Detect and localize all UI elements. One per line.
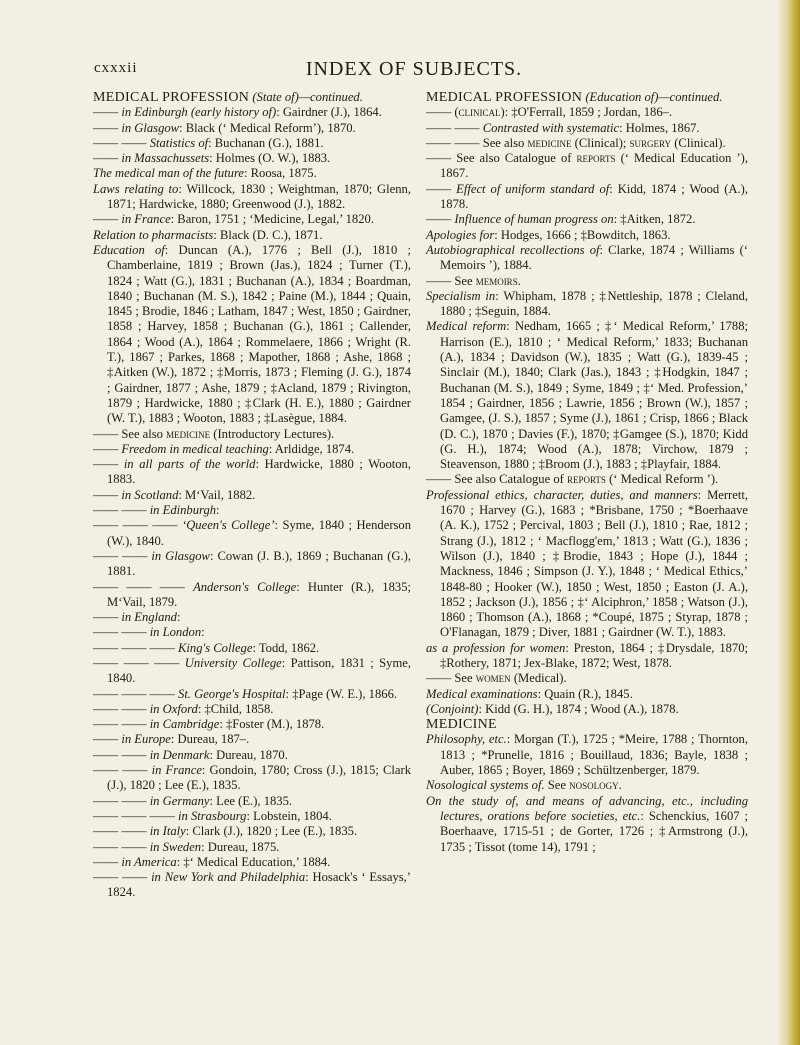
entry-label: Professional ethics, character, duties, and manners: [426, 487, 698, 502]
entry-label: Statistics of: [149, 135, 209, 150]
index-entry: [93, 136, 411, 151]
entry-dash: ——: [426, 671, 452, 686]
entry-dash: —— ——: [93, 135, 147, 150]
entry-label: as a profession for women: [426, 640, 566, 655]
entry-text: : Morgan (T.), 1725 ; *Meire, 1788 ; Thornton, 1813 ; *Prunelle, 1816 ; Bouillaud, 1836; Bayle, 1838 ; Auber, 1865 ; Boyer, 1869 ; Schültzenberger, 1879.: [440, 732, 748, 778]
entry-label: Nosological systems of.: [426, 778, 545, 793]
entry-text: : Kidd, 1874 ; Wood (A.), 1878.: [440, 181, 748, 212]
entry-text: : Hosack's ‘ Essays,’ 1824.: [107, 870, 411, 900]
entry-label: in Sweden: [149, 839, 202, 854]
entry-label: Contrasted with systematic: [482, 120, 620, 135]
heading-term: MEDICAL PROFESSION: [426, 90, 583, 105]
entry-dash: ——: [93, 441, 119, 456]
entry-text: : Holmes (O. W.), 1883.: [209, 151, 331, 166]
index-entry: [93, 732, 411, 747]
index-entry: [93, 549, 411, 580]
entry-text: : Baron, 1751 ; ‘Medicine, Legal,’ 1820.: [170, 212, 374, 227]
entry-dash: ——: [93, 151, 119, 166]
entry-label: in France: [151, 763, 202, 778]
entry-dash: —— ——: [93, 548, 148, 563]
index-entry: [93, 840, 411, 855]
heading-subterm: (State of)—continued.: [252, 90, 363, 104]
entry-text: : Hunter (R.), 1835; M‘Vail, 1879.: [107, 579, 411, 609]
entry-label: in Europe: [121, 732, 171, 747]
entry-text: : Pattison, 1831 ; Syme, 1840.: [107, 655, 412, 686]
entry-text: : Lobstein, 1804.: [246, 808, 332, 823]
index-entry: [93, 824, 411, 839]
entry-dash: —— ——: [93, 793, 147, 808]
entry-label: in Italy: [149, 824, 186, 839]
entry-text: See: [454, 671, 473, 686]
index-entry: [93, 625, 411, 640]
entry-label: in Edinburgh: [149, 503, 217, 518]
index-entry: [93, 488, 411, 503]
entry-dash: —— ——: [93, 717, 147, 732]
index-entry: [93, 503, 411, 518]
entry-text: : Gondoin, 1780; Cross (J.), 1815; Clark (J.), 1820 ; Lee (E.), 1835.: [107, 763, 412, 793]
book-spine-edge: [778, 0, 800, 1045]
entry-dash: ——: [93, 457, 119, 472]
entry-label: in Denmark: [149, 747, 210, 762]
index-entry: [426, 687, 748, 702]
entry-dash: ——: [93, 610, 119, 625]
entry-text: : Cowan (J. B.), 1869 ; Buchanan (G.), 1881.: [107, 548, 411, 579]
entry-text: : Dureau, 187–.: [170, 732, 250, 747]
cross-reference: nosology.: [569, 778, 622, 793]
page-header: [94, 60, 734, 82]
index-entry: [93, 656, 411, 687]
index-entry: [426, 732, 748, 778]
entry-dash: —— ——: [93, 763, 148, 778]
cross-reference: memoirs.: [475, 273, 521, 288]
entry-dash: ——: [93, 854, 119, 869]
heading-term: MEDICAL PROFESSION: [93, 90, 250, 105]
entry-label: Laws relating to: [93, 181, 179, 196]
entry-label: in Edinburgh (early history of): [121, 105, 277, 120]
index-entry: [426, 212, 748, 227]
entry-text: : Whipham, 1878 ; ‡Nettleship, 1878 ; Cleland, 1880 ; ‡Seguin, 1884.: [440, 288, 748, 319]
index-entry: [426, 702, 748, 717]
cross-reference: medicine: [166, 426, 211, 441]
entry-text: (‘ Medical Reform ’).: [609, 472, 719, 487]
entry-label: Philosophy, etc.: [426, 732, 507, 747]
entry-dash: —— —— ——: [93, 655, 180, 670]
entry-text: : ‡O'Ferrall, 1859 ; Jordan, 186–.: [504, 105, 673, 120]
index-entry: [426, 319, 748, 472]
entry-dash: ——: [426, 273, 452, 288]
entry-label: in Strasbourg: [178, 808, 247, 823]
page-title: INDEX OF SUBJECTS.: [305, 58, 523, 80]
entry-dash: ——: [93, 487, 119, 502]
entry-text: : Nedham, 1665 ; ‡‘ Medical Reform,’ 1788; Harrison (E.), 1810 ; ‘ Medical Reform,’ 1833; Buchanan (A.), 1834 ; Davidson (W.), 1835 ; Watt (G.), 1839-45 ; Sinclair (M.), 1840; Clark (Jas.), 1843 ; ‡Hodgkin, 1847 ; Buchanan (M. S.), 1849 ; Syme, 1849 ; ‡‘ Med. Profession,’ 1854 ; Gairdner, 1856 ; Lawrie, 1856 ; Brown (W.), 1857 ; Gamgee, (J. S.), 1857 ; Syme (J.), 1861 ; Crisp, 1866 ; Black (D. C.), 1870 ; Davies (F.), 1870; ‡Gamgee (S.), 1870; Kidd (G. H.), 1874; Wood (A.), 1878; Virchow, 1879 ; Steavenson, 1880 ; ‡Broom (J.), 1883 ; ‡Playfair, 1884.: [440, 319, 748, 472]
index-entry: [93, 870, 411, 901]
cross-reference: reports: [576, 151, 616, 166]
entry-dash: ——: [93, 426, 119, 441]
index-entry: [93, 717, 411, 732]
index-entry: [426, 105, 748, 120]
entry-label: Relation to pharmacists: [93, 227, 214, 242]
index-entry: [93, 427, 411, 442]
section-heading: [426, 90, 748, 105]
entry-label: Apologies for: [426, 227, 495, 242]
entry-dash: —— —— ——: [93, 579, 185, 594]
index-entry: [93, 641, 411, 656]
entry-label: in England: [121, 610, 177, 625]
entry-text: : Kidd (G. H.), 1874 ; Wood (A.), 1878.: [478, 701, 679, 716]
entry-label: Autobiographical recollections of: [426, 242, 600, 257]
entry-text: : Dureau, 1870.: [209, 747, 288, 762]
index-entry: [426, 151, 748, 182]
entry-text: : Lee (E.), 1835.: [209, 793, 293, 808]
entry-dash: —— ——: [426, 135, 480, 150]
index-entry: [93, 687, 411, 702]
entry-label: in Germany: [149, 793, 210, 808]
index-entry: [426, 778, 748, 793]
index-entry: [93, 580, 411, 611]
entry-dash: ——: [93, 120, 119, 135]
index-entry: [93, 166, 411, 181]
entry-label: Specialism in: [426, 288, 496, 303]
index-entry: [93, 855, 411, 870]
entry-text: : Hodges, 1666 ; ‡Bowditch, 1863.: [494, 227, 671, 242]
entry-text: : Clark (J.), 1820 ; Lee (E.), 1835.: [185, 824, 358, 839]
index-entry: [426, 182, 748, 213]
entry-text: (Clinical).: [674, 135, 726, 150]
entry-text: : Buchanan (G.), 1881.: [208, 135, 324, 150]
entry-dash: ——: [426, 472, 452, 487]
entry-label: in Massachussets: [121, 151, 210, 166]
entry-text: : Schenckius, 1607 ; Boerhaave, 1715-51 ; de Gorter, 1726 ; ‡Armstrong (J.), 1735 ; Tissot (tome 14), 1791 ;: [440, 808, 748, 854]
entry-text: : M‘Vail, 1882.: [178, 487, 256, 502]
index-entry: [426, 472, 748, 487]
entry-label: in London: [149, 625, 202, 640]
entry-label: in Cambridge: [149, 717, 220, 732]
entry-dash: ——: [426, 151, 452, 166]
entry-text: : ‡Foster (M.), 1878.: [219, 717, 325, 732]
entry-label: St. George's Hospital: [178, 686, 286, 701]
entry-label: in France: [121, 212, 171, 227]
entry-text: (‘ Medical Education ’), 1867.: [440, 151, 748, 181]
entry-text: See also: [482, 135, 525, 150]
entry-label: King's College: [178, 640, 253, 655]
entry-dash: —— ——: [426, 120, 480, 135]
index-entry: [93, 748, 411, 763]
index-entry: [93, 105, 411, 120]
entry-label: Anderson's College: [193, 579, 297, 594]
entry-term: (clinical): [454, 105, 505, 120]
left-column: [93, 90, 411, 901]
index-entry: [93, 182, 411, 213]
entry-label: in America: [121, 854, 177, 869]
entry-dash: ——: [93, 212, 119, 227]
entry-text: :: [216, 503, 220, 518]
index-entry: [93, 442, 411, 457]
index-entry: [93, 794, 411, 809]
entry-text: (Medical).: [513, 671, 567, 686]
entry-label: ‘Queen's College’: [182, 518, 275, 533]
entry-label: Influence of human progress on: [454, 212, 614, 227]
index-entry: [426, 228, 748, 243]
entry-text: : Preston, 1864 ; ‡Drysdale, 1870; ‡Rothery, 1871; Jex-Blake, 1872; West, 1878.: [440, 640, 749, 670]
entry-text: See also Catalogue of: [456, 151, 572, 166]
cross-reference: surgery: [629, 135, 672, 150]
index-entry: [93, 457, 411, 488]
entry-text: : ‡Aitken, 1872.: [613, 212, 696, 227]
entry-text: : ‡Child, 1858.: [197, 701, 274, 716]
index-entry: [426, 641, 748, 672]
entry-text: See: [547, 778, 566, 793]
page-number: cxxxii: [94, 60, 138, 76]
index-entry: [93, 809, 411, 824]
index-entry: [93, 610, 411, 625]
entry-label: in New York and Philadelphia: [151, 870, 306, 885]
entry-dash: —— ——: [93, 839, 147, 854]
index-entry: [93, 518, 411, 549]
entry-text: : Roosa, 1875.: [243, 166, 317, 181]
entry-label: Freedom in medical teaching: [121, 441, 269, 456]
index-entry: [93, 243, 411, 427]
entry-label: University College: [184, 655, 282, 670]
entry-text: : Merrett, 1670 ; Harvey (G.), 1683 ; *Brisbane, 1750 ; *Boerhaave (A. K.), 1752 ; Percival, 1803 ; Bell (J.), 1810 ; Rae, 1812 ; Strang (J.), 1812 ; ‘ Macflogg'em,’ 1813 ; Watt (G.), 1836 ; Wilson (J.), 1840 ; ‡Brodie, 1843 ; Hope (J.), 1844 ; Mackness, 1846 ; Simpson (J. Y.), 1848 ; ‘ Medical Ethics,’ 1848-80 ; Hooker (W.), 1850 ; West, 1850 ; Easton (J. A.), 1852 ; Jackson (J.), 1856 ; ‡‘ Alciphron,’ 1858 ; Watson (J.), 1860 ; Thomson (A.), 1868 ; *Coupé, 1875 ; Styrap, 1878 ; O'Flanagan, 1879 ; Diver, 1881 ; Gairdner (W. T.), 1883.: [440, 487, 748, 640]
index-entry: [426, 671, 748, 686]
entry-label: in Glasgow: [151, 548, 210, 563]
index-entry: [426, 488, 748, 641]
section-heading: [426, 717, 748, 732]
cross-reference: reports: [566, 472, 606, 487]
entry-text: : Clarke, 1874 ; Williams (‘ Memoirs ’), 1884.: [440, 242, 748, 273]
entry-text: : ‡‘ Medical Education,’ 1884.: [176, 854, 331, 869]
entry-dash: —— ——: [93, 870, 148, 885]
entry-text: : Black (‘ Medical Reform’), 1870.: [179, 120, 356, 135]
index-entry: [426, 136, 748, 151]
entry-text: See also: [121, 426, 163, 441]
entry-dash: ——: [426, 105, 452, 120]
entry-text: See: [454, 273, 473, 288]
index-entry: [426, 289, 748, 320]
index-entry: [93, 151, 411, 166]
entry-dash: —— ——: [93, 824, 147, 839]
entry-text: : Gairdner (J.), 1864.: [276, 105, 382, 120]
entry-dash: —— —— ——: [93, 686, 175, 701]
entry-text: : Todd, 1862.: [252, 640, 320, 655]
entry-text: : Arldidge, 1874.: [268, 441, 355, 456]
entry-dash: —— —— ——: [93, 808, 175, 823]
section-heading: [93, 90, 411, 105]
entry-text: See also Catalogue of: [454, 472, 564, 487]
index-entry: [93, 702, 411, 717]
entry-dash: —— ——: [93, 747, 147, 762]
entry-text: : ‡Page (W. E.), 1866.: [285, 686, 398, 701]
entry-label: Medical reform: [426, 319, 507, 334]
entry-label: Medical examinations: [426, 686, 538, 701]
entry-dash: —— ——: [93, 503, 147, 518]
index-entry: [426, 274, 748, 289]
entry-label: On the study of, and means of advancing, etc., including lectures, orations before societies, etc.: [426, 793, 748, 823]
index-entry: [426, 794, 748, 855]
entry-label: The medical man of the future: [93, 166, 244, 181]
entry-dash: ——: [93, 105, 119, 120]
entry-dash: ——: [426, 181, 452, 196]
entry-dash: ——: [93, 732, 119, 747]
entry-label: in all parts of the world: [123, 457, 256, 472]
entry-text: : Holmes, 1867.: [619, 120, 700, 135]
entry-label: (Conjoint): [426, 701, 479, 716]
index-entry: [93, 212, 411, 227]
entry-label: in Glasgow: [121, 120, 180, 135]
entry-text: (Clinical);: [574, 135, 627, 150]
entry-text: :: [176, 610, 181, 625]
entry-label: in Oxford: [149, 701, 198, 716]
entry-dash: —— ——: [93, 625, 147, 640]
entry-text: : Willcock, 1830 ; Weightman, 1870; Glenn, 1871; Hardwicke, 1880; Greenwood (J.), 1882.: [107, 181, 411, 212]
heading-subterm: (Education of)—continued.: [585, 90, 723, 104]
entry-dash: —— —— ——: [93, 640, 175, 655]
entry-text: : Syme, 1840 ; Henderson (W.), 1840.: [107, 518, 412, 548]
cross-reference: women: [475, 671, 511, 686]
entry-dash: ——: [426, 212, 452, 227]
entry-dash: —— ——: [93, 701, 147, 716]
entry-text: : Hardwicke, 1880 ; Wooton, 1883.: [107, 457, 411, 487]
entry-label: Education of: [93, 242, 165, 257]
right-column: [426, 90, 748, 855]
entry-text: : Dureau, 1875.: [201, 839, 280, 854]
entry-label: Effect of uniform standard of: [456, 181, 610, 196]
entry-text: : Black (D. C.), 1871.: [213, 227, 323, 242]
entry-text: : Duncan (A.), 1776 ; Bell (J.), 1810 ; Chamberlaine, 1819 ; Brown (Jas.), 1824 ; Turner (T.), 1824 ; Watt (G.), 1831 ; Buchanan (A.), 1834 ; Boardman, 1840 ; Buchanan (M. S.), 1842 ; Paine (M.), 1844 ; Quain, 1845 ; Brodie, 1846 ; Latham, 1847 ; West, 1850 ; Gairdner, 1858 ; Harvey, 1858 ; Buchanan (G.), 1861 ; Callender, 1864 ; Wood (A.), 1864 ; Rommelaere, 1866 ; Wright (R. T.), 1867 ; Parkes, 1868 ; Mapother, 1868 ; Ashe, 1868 ; ‡Aitken (W.), 1872 ; ‡Morris, 1873 ; Fleming (J. G.), 1874 ; Gairdner, 1877 ; Ashe, 1879 ; ‡Acland, 1879 ; Rivington, 1879 ; Hardwicke, 1880 ; ‡Clark (H. E.), 1880 ; Gairdner (W. T.), 1883 ; Wooton, 1883 ; ‡Lasègue, 1884.: [107, 242, 411, 426]
entry-text: :: [201, 625, 205, 640]
entry-label: in Scotland: [121, 487, 179, 502]
entry-dash: —— —— ——: [93, 518, 178, 533]
index-entry: [93, 763, 411, 794]
index-entry: [426, 121, 748, 136]
entry-text: (Introductory Lectures).: [213, 426, 335, 441]
index-entry: [93, 228, 411, 243]
entry-text: : Quain (R.), 1845.: [537, 686, 633, 701]
cross-reference: medicine: [527, 135, 572, 150]
heading-term: MEDICINE: [426, 717, 497, 733]
index-entry: [426, 243, 748, 274]
index-entry: [93, 121, 411, 136]
